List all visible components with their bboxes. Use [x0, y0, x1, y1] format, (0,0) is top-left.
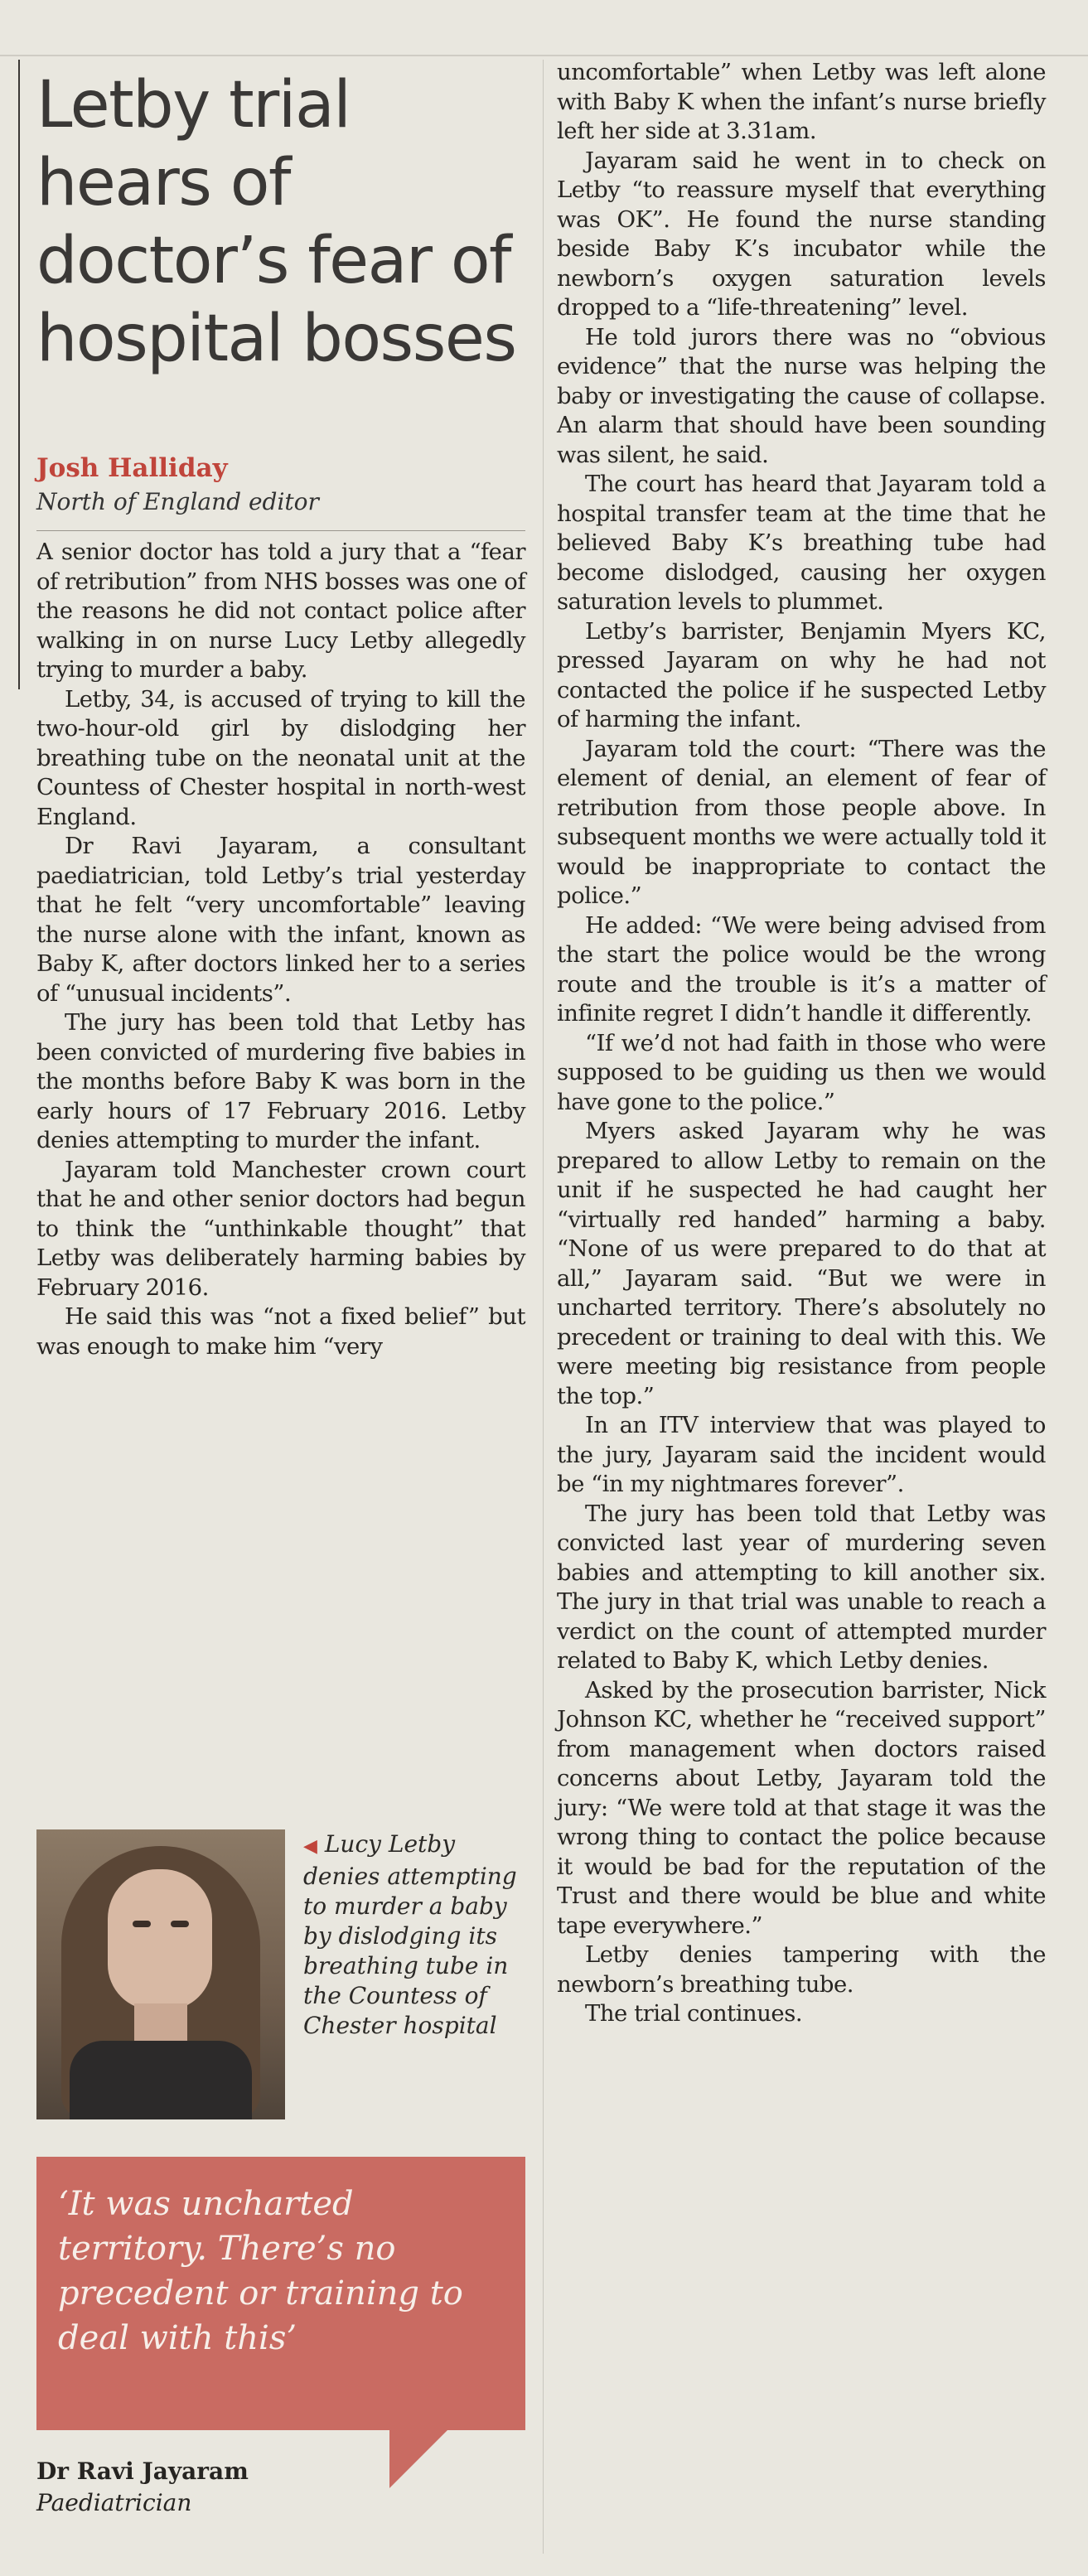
byline-name: Josh Halliday	[36, 453, 228, 483]
left-column	[36, 66, 525, 1361]
portrait-photo	[36, 1829, 285, 2119]
photo-row	[36, 1829, 525, 2119]
paragraph: Asked by the prosecution barrister, Nick Johnson KC, whether he “received support” from management when doctors raised concerns about Letby, Jayaram told the jury: “We were told at that stage it was the wrong thing to contact the police because it would be bad for the reputation of the Trust and there would be blue and white tape everywhere.”	[557, 1676, 1046, 1939]
headline-side-rule	[18, 60, 20, 689]
column-rule	[543, 60, 544, 2554]
caption-arrow-icon: ◀	[303, 1836, 317, 1857]
paragraph: The trial continues.	[585, 2000, 803, 2027]
paragraph: A senior doctor has told a jury that a “fear of retribution” from NHS bosses was one of the reasons he did not contact police after walking in on nurse Lucy Letby allegedly trying to murder a baby.	[36, 539, 525, 683]
paragraph: He told jurors there was no “obvious evidence” that the nurse was helping the baby or investigating the cause of collapse. An alarm that should have been sounding was silent, he said.	[557, 323, 1046, 468]
paragraph: The jury has been told that Letby has been convicted of murdering five babies in the months before Baby K was born in the early hours of 17 February 2016. Letby denies attempting to murder the infant.	[36, 1009, 525, 1153]
photo-caption	[303, 1829, 525, 2041]
paragraph: Letby denies tampering with the newborn’s breathing tube.	[557, 1941, 1046, 1998]
paragraph: uncomfortable” when Letby was left alone with Baby K when the infant’s nurse briefly left her side at 3.31am.	[557, 59, 1046, 144]
pull-quote-box	[36, 2157, 525, 2430]
byline-rule	[36, 530, 525, 531]
paragraph: Letby’s barrister, Benjamin Myers KC, pressed Jayaram on why he had not contacted the police if he suspected Letby of harming the infant.	[557, 617, 1046, 732]
pull-quote-role: Paediatrician	[36, 2489, 192, 2516]
paragraph: In an ITV interview that was played to the jury, Jayaram said the incident would be “in my nightmares forever”.	[557, 1412, 1046, 1497]
left-body	[36, 538, 525, 1361]
paragraph: Dr Ravi Jayaram, a consultant paediatrician, told Letby’s trial yesterday that he felt “very uncomfortable” leaving the nurse alone with the infant, known as Baby K, after doctors linked her to a series of “unusual incidents”.	[36, 833, 525, 1007]
paragraph: He added: “We were being advised from the start the police would be the wrong route and the trouble is it’s a matter of infinite regret I didn’t handle it differently.	[557, 911, 1046, 1027]
caption-text: Lucy Letby denies attempting to murder a baby by dislodging its breathing tube in the Countess of Chester hospital	[303, 1830, 517, 2039]
paragraph: Jayaram told the court: “There was the element of denial, an element of fear of retribution from those people above. In subsequent months we were actually told it would be inappropriate to contact the police.”	[557, 735, 1046, 909]
paragraph: Myers asked Jayaram why he was prepared to allow Letby to remain on the unit if he suspected he had caught her “virtually red handed” harming a baby. “None of us were prepared to do that at all,” Jayaram said. “But we were in uncharted territory. There’s absolutely no precedent or training to deal with this. We were meeting big resistance from people the top.”	[557, 1118, 1046, 1409]
top-rule	[0, 55, 1088, 56]
paragraph: The jury has been told that Letby was convicted last year of murdering seven babies and attempting to kill another six. The jury in that trial was unable to reach a verdict on the count of attempted murder related to Baby K, which Letby denies.	[557, 1500, 1046, 1674]
byline	[36, 451, 525, 531]
pull-quote: ‘It was uncharted territory. There’s no precedent or training to deal with this’	[58, 2185, 463, 2357]
right-column	[557, 58, 1046, 2029]
paragraph: The court has heard that Jayaram told a hospital transfer team at the time that he believed Baby K’s breathing tube had become dislodged, causing her oxygen saturation levels to plummet.	[557, 471, 1046, 615]
paragraph: Letby, 34, is accused of trying to kill the two-hour-old girl by dislodging her breathing tube on the neonatal unit at the Countess of Chester hospital in north-west England.	[36, 685, 525, 830]
paragraph: Jayaram said he went in to check on Letby “to reassure myself that everything was OK”. He found the nurse standing beside Baby K’s incubator while the newborn’s oxygen saturation levels dropped to a “life-threatening” level.	[557, 147, 1046, 321]
headline: Letby trial hears of doctor’s fear of hospital bosses	[36, 68, 516, 376]
paragraph: “If we’d not had faith in those who were supposed to be guiding us then we would have gone to the police.”	[557, 1029, 1046, 1115]
paragraph: He said this was “not a fixed belief” but was enough to make him “very	[36, 1303, 525, 1360]
pull-quote-tail	[389, 2430, 447, 2488]
pull-quote-name: Dr Ravi Jayaram	[36, 2458, 249, 2485]
paragraph: Jayaram told Manchester crown court that he and other senior doctors had begun to think the “unthinkable thought” that Letby was deliberately harming babies by February 2016.	[36, 1156, 525, 1301]
right-body	[557, 58, 1046, 2029]
byline-role: North of England editor	[36, 488, 319, 515]
